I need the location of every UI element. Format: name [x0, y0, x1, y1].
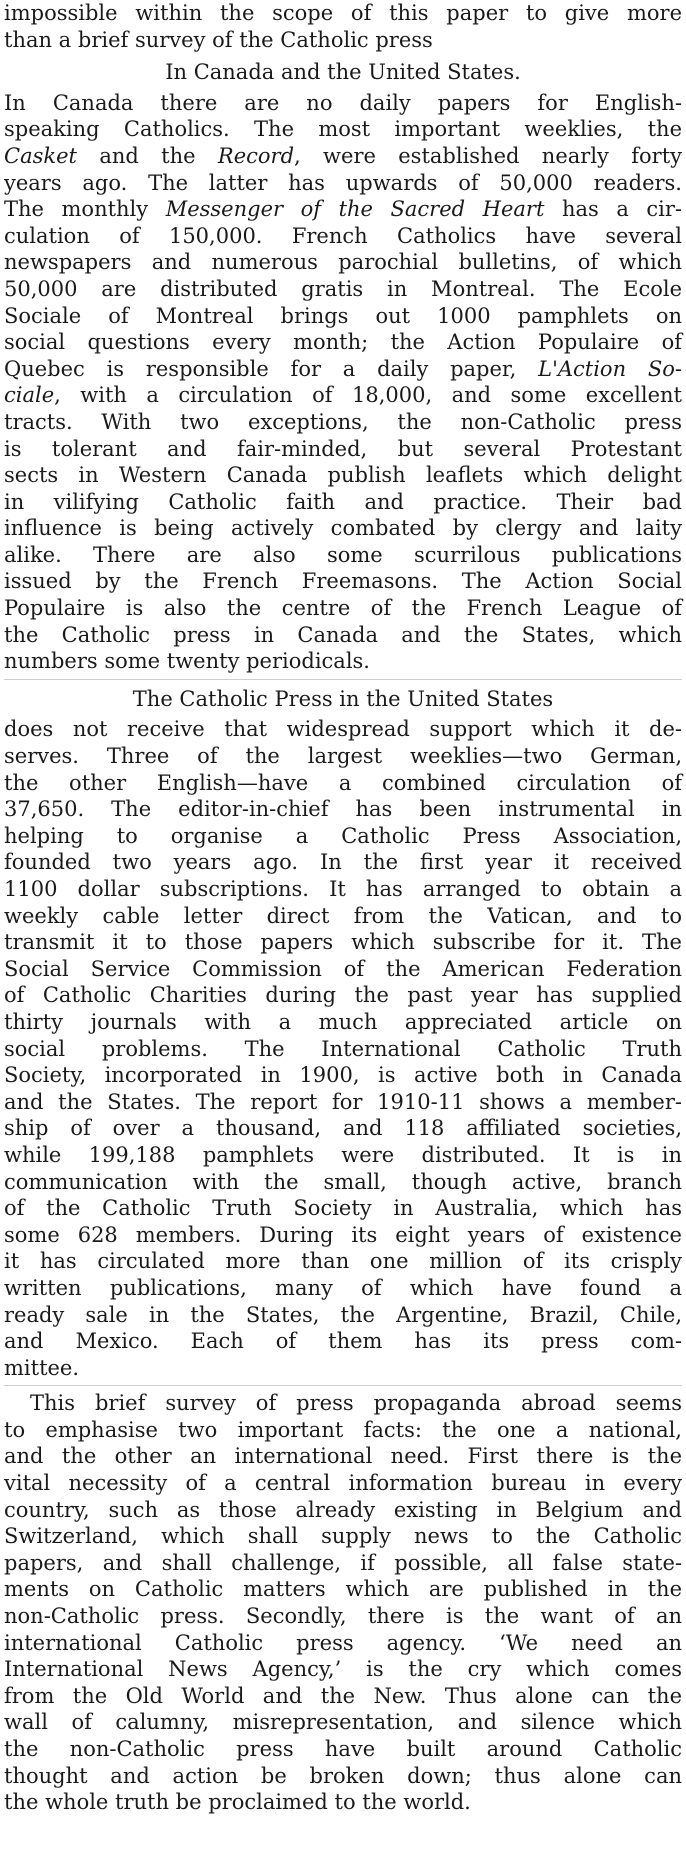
text-line: numbers some twenty periodicals.: [4, 649, 370, 674]
text-line: This brief survey of press propaganda abroad seems: [30, 1391, 682, 1416]
text-line: is tolerant and fair-minded, but several Protestant: [4, 436, 682, 461]
text-line: of the Catholic Truth Society in Australia, which has: [4, 1196, 682, 1221]
text-line: written publications, many of which have found a: [4, 1275, 682, 1300]
text-line: in vilifying Catholic faith and practice. Their bad: [4, 489, 682, 514]
text-line: does not receive that widespread support which it de-: [4, 717, 682, 742]
text-segment: has a cir-: [544, 197, 683, 222]
text-line: Social Service Commission of the American Federation: [4, 956, 682, 981]
text-line: the non-Catholic press have built around Catholic: [4, 1737, 682, 1761]
text-line: while 199,188 pamphlets were distributed. It is in: [4, 1142, 682, 1167]
united-states-paragraph: [4, 716, 682, 1381]
text-line: mittee.: [4, 1355, 80, 1380]
text-line: thirty journals with a much appreciated article on: [4, 1009, 682, 1034]
text-line: the other English—have a combined circulation of: [4, 770, 682, 795]
conclusion-paragraph: [4, 1390, 682, 1816]
text-line: 1100 dollar subscriptions. It has arranged to obtain a: [4, 877, 682, 901]
text-line: [4, 196, 682, 223]
text-line: vital necessity of a central information bureau in every: [4, 1471, 682, 1496]
text-line: newspapers and numerous parochial bulletins, of which: [4, 250, 682, 275]
text-line: and the States. The report for 1910-11 shows a member-: [4, 1089, 682, 1114]
text-line: Switzerland, which shall supply news to the Catholic: [4, 1524, 682, 1549]
text-line: Society, incorporated in 1900, is active both in Canada: [4, 1063, 682, 1088]
text-line: culation of 150,000. French Catholics have several: [4, 223, 682, 248]
text-line: years ago. The latter has upwards of 50,000 readers.: [4, 170, 682, 195]
text-line: International News Agency,’ is the cry which comes: [4, 1657, 682, 1682]
italic-title: L'Action So-: [538, 356, 682, 381]
text-line: 37,650. The editor-in-chief has been instrumental in: [4, 797, 682, 822]
text-line: alike. There are also some scurrilous publications: [4, 542, 682, 567]
text-line: issued by the French Freemasons. The Action Social: [4, 569, 682, 594]
text-line: helping to organise a Catholic Press Association,: [4, 823, 682, 848]
text-line: from the Old World and the New. Thus alone can the: [4, 1683, 682, 1708]
text-line: Populaire is also the centre of the French League of: [4, 596, 682, 621]
text-line: speaking Catholics. The most important weeklies, the: [4, 117, 682, 142]
text-line: In Canada there are no daily papers for English-: [4, 90, 682, 115]
section-divider: [4, 1385, 682, 1386]
text-line: communication with the small, though active, branch: [4, 1169, 682, 1194]
intro-paragraph: [4, 0, 682, 53]
section-heading-united-states: The Catholic Press in the United States: [132, 686, 554, 711]
text-line: the Catholic press in Canada and the States, which: [4, 622, 682, 647]
text-line: 50,000 are distributed gratis in Montreal. The Ecole: [4, 276, 682, 301]
text-line: and the other an international need. First there is the: [4, 1444, 682, 1469]
text-line: Sociale of Montreal brings out 1000 pamphlets on: [4, 303, 682, 328]
text-line: weekly cable letter direct from the Vatican, and to: [4, 903, 682, 928]
text-line: of Catholic Charities during the past year has supplied: [4, 983, 682, 1008]
italic-title: ciale: [4, 383, 55, 408]
text-line: country, such as those already existing in Belgium and: [4, 1497, 682, 1522]
text-line: ship of over a thousand, and 118 affiliated societies,: [4, 1116, 682, 1141]
text-line: to emphasise two important facts: the one a national,: [4, 1417, 682, 1442]
section-heading-canada: In Canada and the United States.: [165, 60, 521, 85]
text-line: non-Catholic press. Secondly, there is the want of an: [4, 1604, 682, 1629]
text-line: influence is being actively combated by clergy and laity: [4, 516, 682, 541]
text-line: serves. Three of the largest weeklies—two German,: [4, 744, 682, 769]
text-line: tracts. With two exceptions, the non-Catholic press: [4, 409, 682, 434]
text-line: [4, 382, 682, 409]
text-line: ments on Catholic matters which are published in the: [4, 1577, 682, 1602]
text-line: social problems. The International Catholic Truth: [4, 1036, 682, 1061]
text-line: ready sale in the States, the Argentine, Brazil, Chile,: [4, 1302, 682, 1327]
italic-title: Record: [217, 143, 295, 168]
italic-title: Casket: [4, 143, 77, 168]
text-line: transmit it to those papers which subscribe for it. The: [4, 930, 682, 955]
text-segment: Quebec is responsible for a daily paper,: [4, 356, 539, 381]
text-segment: The monthly: [4, 197, 166, 222]
text-line: wall of calumny, misrepresentation, and silence which: [4, 1710, 682, 1735]
text-segment: , with a circulation of 18,000, and some excellent: [54, 383, 682, 408]
text-line: [4, 143, 682, 170]
text-line: [4, 356, 682, 383]
text-line: the whole truth be proclaimed to the world.: [4, 1790, 471, 1815]
text-line: some 628 members. During its eight years of existence: [4, 1222, 682, 1247]
text-line: papers, and shall challenge, if possible, all false state-: [4, 1550, 682, 1575]
text-line: social questions every month; the Action Populaire of: [4, 330, 682, 355]
text-line: thought and action be broken down; thus alone can: [4, 1763, 682, 1788]
text-line: it has circulated more than one million of its crisply: [4, 1249, 682, 1274]
text-line: founded two years ago. In the first year it received: [4, 850, 682, 875]
text-line: than a brief survey of the Catholic press: [4, 27, 433, 52]
section-divider: [4, 679, 682, 680]
canada-paragraph: [4, 90, 682, 675]
italic-title: Messenger of the Sacred Heart: [165, 197, 545, 222]
text-line: international Catholic press agency. ‘We need an: [4, 1630, 682, 1655]
text-line: and Mexico. Each of them has its press com-: [4, 1329, 682, 1354]
text-segment: and the: [76, 143, 218, 168]
text-segment: , were established nearly forty: [294, 143, 682, 168]
article-column: [4, 0, 682, 1816]
text-line: sects in Western Canada publish leaflets which delight: [4, 463, 682, 488]
text-line: impossible within the scope of this paper to give more: [4, 1, 682, 25]
